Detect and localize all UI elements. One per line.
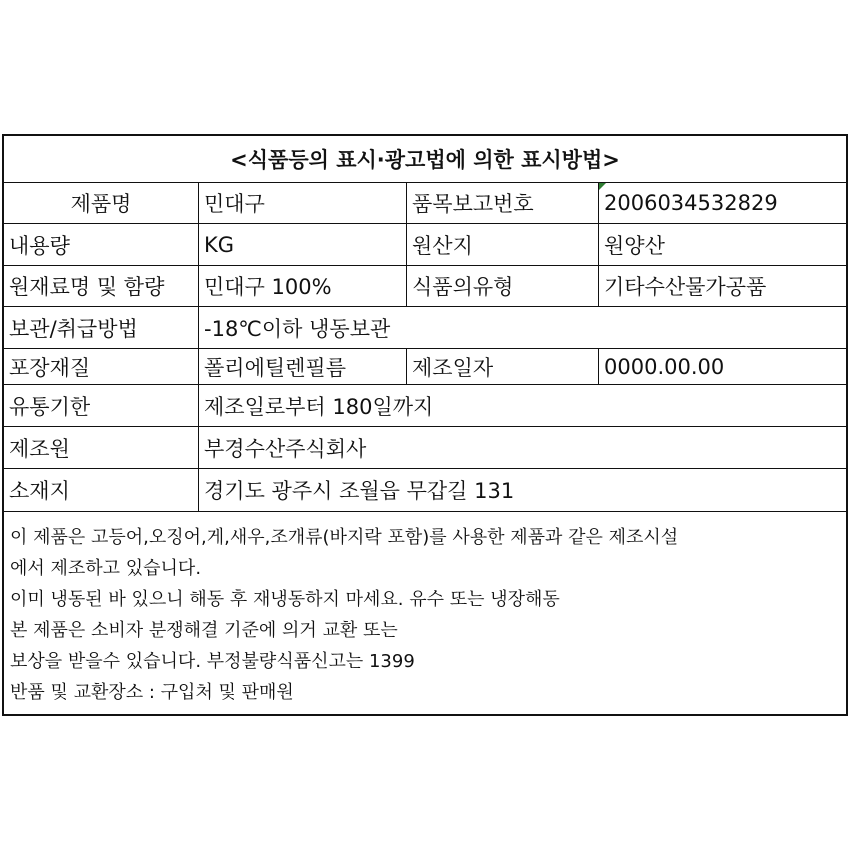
address-label: 소재지 [4, 469, 199, 511]
notice-line: 보상을 받을수 있습니다. 부정불량식품신고는 1399 [10, 651, 415, 672]
row-manufacturer [4, 427, 846, 469]
food-label-table [2, 134, 848, 716]
notice-block [4, 512, 846, 714]
row-product-name [4, 183, 846, 224]
expiry-value: 제조일로부터 180일까지 [204, 394, 434, 419]
product-name-value: 민대구 [199, 183, 407, 223]
expiry-label: 유통기한 [4, 385, 199, 426]
origin-label: 원산지 [407, 224, 599, 265]
product-name-label: 제품명 [4, 183, 199, 223]
manufacture-date-value: 0000.00.00 [604, 354, 725, 379]
address-value: 경기도 광주시 조월읍 무갑길 131 [204, 479, 515, 503]
row-storage [4, 307, 846, 349]
notice-line: 반품 및 교환장소 : 구입처 및 판매원 [10, 682, 294, 703]
ingredients-value: 민대구 100% [199, 266, 407, 306]
net-content-value: KG [199, 224, 407, 265]
food-type-value: 기타수산물가공품 [604, 275, 767, 299]
notice-line: 본 제품은 소비자 분쟁해결 기준에 의거 교환 또는 [10, 620, 398, 641]
row-ingredients [4, 266, 846, 307]
title-row [4, 136, 846, 183]
food-type-label: 식품의유형 [407, 266, 599, 306]
report-number-label: 품목보고번호 [407, 183, 599, 223]
ingredients-label: 원재료명 및 함량 [4, 266, 199, 306]
origin-value: 원양산 [604, 233, 665, 258]
row-address [4, 469, 846, 512]
row-expiry [4, 385, 846, 427]
notice-line: 이 제품은 고등어,오징어,게,새우,조개류(바지락 포함)를 사용한 제품과 같은 제조시설 [10, 527, 679, 548]
row-net-content [4, 224, 846, 266]
storage-value: -18℃이하 냉동보관 [204, 316, 391, 341]
net-content-label: 내용량 [4, 224, 199, 265]
report-number-text: 2006034532829 [604, 191, 778, 215]
packaging-label: 포장재질 [4, 349, 199, 384]
manufacture-date-label: 제조일자 [407, 349, 599, 384]
notice-line: 에서 제조하고 있습니다. [10, 558, 202, 579]
report-number-value [599, 183, 846, 223]
notice-line: 이미 냉동된 바 있으니 해동 후 재냉동하지 마세요. 유수 또는 냉장해동 [10, 589, 560, 610]
label-title: <식품등의 표시·광고법에 의한 표시방법> [230, 148, 620, 172]
manufacturer-value: 부경수산주식회사 [204, 436, 367, 461]
manufacturer-label: 제조원 [4, 427, 199, 468]
cell-comment-marker [599, 183, 606, 190]
row-packaging [4, 349, 846, 385]
storage-label: 보관/취급방법 [4, 307, 199, 348]
packaging-value: 폴리에틸렌필름 [199, 349, 407, 384]
